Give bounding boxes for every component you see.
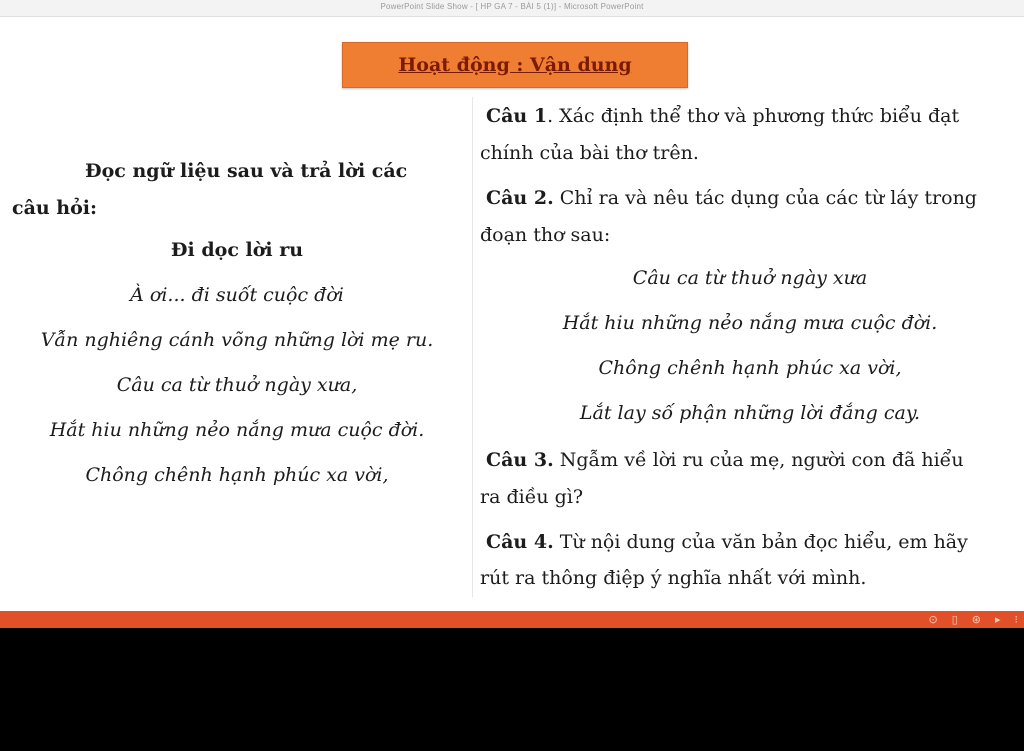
question-2-text: Chỉ ra và nêu tác dụng của các từ láy trong (553, 187, 977, 209)
poem-line-4: Hắt hiu những nẻo nắng mưa cuộc đời. (49, 419, 425, 441)
question-1-line-1 (486, 105, 959, 127)
slide-canvas (0, 17, 1024, 611)
pen-icon[interactable]: ▯ (951, 613, 958, 626)
slide-title-box (342, 42, 688, 88)
window-titlebar (0, 0, 1024, 17)
verse-line-1: Câu ca từ thuở ngày xưa (632, 267, 868, 289)
question-4-text: Từ nội dung của văn bản đọc hiểu, em hãy (553, 531, 968, 553)
question-2-line-2: đoạn thơ sau: (480, 224, 611, 246)
poem-title: Đi dọc lời ru (170, 239, 304, 261)
question-3-label: Câu 3. (486, 449, 554, 471)
window-title: PowerPoint Slide Show - [ HP GA 7 - BÀI 5 (1)] - Microsoft PowerPoint (380, 2, 644, 11)
question-1-label: Câu 1 (486, 105, 548, 127)
slideshow-controls (928, 612, 1018, 627)
next-icon[interactable]: ▸ (994, 613, 1001, 626)
question-3-line-2: ra điều gì? (480, 486, 584, 508)
poem-line-3: Câu ca từ thuở ngày xưa, (116, 374, 358, 396)
slide-title: Hoạt động : Vận dung (398, 54, 632, 76)
question-4-line-2: rút ra thông điệp ý nghĩa nhất với mình. (480, 567, 867, 589)
question-2-line-1 (486, 187, 977, 209)
poem-line-2: Vẫn nghiêng cánh võng những lời mẹ ru. (40, 329, 434, 351)
poem-line-5: Chông chênh hạnh phúc xa vời, (85, 464, 389, 486)
verse-line-3: Chông chênh hạnh phúc xa vời, (598, 357, 902, 379)
question-4-line-1 (486, 531, 968, 553)
verse-line-2: Hắt hiu những nẻo nắng mưa cuộc đời. (562, 312, 938, 334)
question-2-label: Câu 2. (486, 187, 554, 209)
question-1-text: . Xác định thể thơ và phương thức biểu đạt (547, 105, 960, 127)
more-icon[interactable]: ⁝ (1014, 613, 1018, 626)
menu-icon[interactable]: ⊛ (971, 613, 981, 626)
verse-line-4: Lắt lay số phận những lời đắng cay. (579, 402, 921, 424)
instruction-line-2: câu hỏi: (12, 197, 98, 219)
instruction-line-1: Đọc ngữ liệu sau và trả lời các (85, 160, 408, 182)
slide-bottom-bar (0, 611, 1024, 628)
poem-line-1: À ơi... đi suốt cuộc đời (130, 284, 344, 306)
question-3-line-1 (486, 449, 964, 471)
question-4-label: Câu 4. (486, 531, 554, 553)
previous-icon[interactable]: ⊙ (928, 613, 938, 626)
question-1-line-2: chính của bài thơ trên. (480, 142, 699, 164)
question-3-text: Ngẫm về lời ru của mẹ, người con đã hiểu (553, 449, 964, 471)
